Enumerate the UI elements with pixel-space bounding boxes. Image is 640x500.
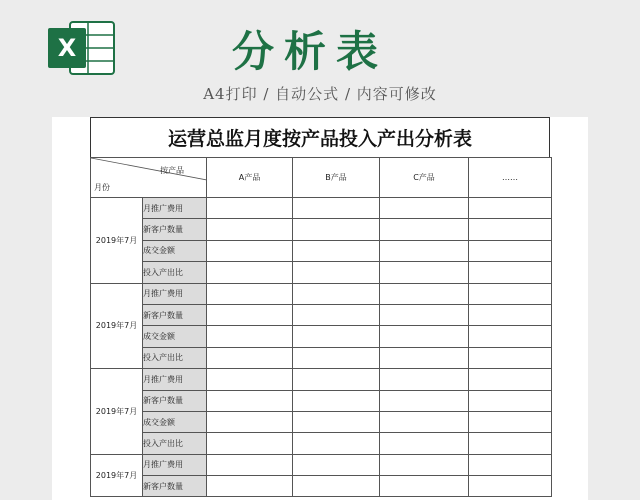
table-row [91,454,552,475]
data-cell[interactable] [469,433,552,454]
corner-label-product: 按产品 [160,166,184,175]
metric-label-cell: 成交金额 [143,326,207,347]
metric-label-cell: 新客户数量 [143,390,207,411]
metric-label-cell: 月推广费用 [143,283,207,304]
data-cell[interactable] [293,347,380,368]
data-cell[interactable] [207,347,293,368]
table-row [91,262,552,283]
page-title: 分析表 [232,27,389,76]
data-cell[interactable] [380,476,469,497]
data-cell[interactable] [380,454,469,475]
table-row [91,198,552,219]
data-cell[interactable] [469,326,552,347]
data-cell[interactable] [469,219,552,240]
data-cell[interactable] [380,369,469,390]
table-row [91,347,552,368]
data-cell[interactable] [207,454,293,475]
data-cell[interactable] [207,326,293,347]
column-header-b: B产品 [293,158,380,198]
header [0,0,640,115]
metric-label-cell: 新客户数量 [143,304,207,325]
svg-text:X: X [57,34,77,62]
column-header-a: A产品 [207,158,293,198]
data-cell[interactable] [380,390,469,411]
data-cell[interactable] [469,454,552,475]
metric-label-cell: 月推广费用 [143,198,207,219]
data-cell[interactable] [207,219,293,240]
metric-label-cell: 月推广费用 [143,454,207,475]
metric-label-cell: 新客户数量 [143,219,207,240]
table-header-row [91,158,552,198]
table-row [91,304,552,325]
data-cell[interactable] [380,433,469,454]
month-cell: 2019年7月 [91,198,143,284]
data-cell[interactable] [207,198,293,219]
data-cell[interactable] [293,476,380,497]
excel-logo-icon [48,20,116,76]
data-cell[interactable] [469,283,552,304]
corner-label-month: 月份 [94,183,110,192]
data-cell[interactable] [469,240,552,261]
analysis-table [90,157,552,497]
table-row [91,433,552,454]
metric-label-cell: 投入产出比 [143,347,207,368]
data-cell[interactable] [207,390,293,411]
data-cell[interactable] [293,411,380,432]
data-cell[interactable] [380,411,469,432]
data-cell[interactable] [469,198,552,219]
data-cell[interactable] [207,304,293,325]
month-cell: 2019年7月 [91,369,143,455]
column-header-c: C产品 [380,158,469,198]
month-cell: 2019年7月 [91,454,143,497]
document-title: 运营总监月度按产品投入产出分析表 [90,117,550,157]
metric-label-cell: 成交金额 [143,240,207,261]
data-cell[interactable] [469,411,552,432]
data-cell[interactable] [469,347,552,368]
data-cell[interactable] [207,262,293,283]
data-cell[interactable] [293,304,380,325]
data-cell[interactable] [293,198,380,219]
data-cell[interactable] [380,240,469,261]
data-cell[interactable] [380,198,469,219]
data-cell[interactable] [207,433,293,454]
data-cell[interactable] [207,283,293,304]
metric-label-cell: 新客户数量 [143,476,207,497]
spreadsheet-paper [52,117,588,500]
data-cell[interactable] [293,390,380,411]
data-cell[interactable] [293,326,380,347]
table-corner-cell [91,158,207,198]
data-cell[interactable] [469,390,552,411]
data-cell[interactable] [380,347,469,368]
table-row [91,219,552,240]
metric-label-cell: 月推广费用 [143,369,207,390]
data-cell[interactable] [469,304,552,325]
table-row [91,411,552,432]
page-subtitle: A4打印 / 自动公式 / 内容可修改 [203,85,437,103]
data-cell[interactable] [293,283,380,304]
data-cell[interactable] [380,326,469,347]
data-cell[interactable] [380,219,469,240]
data-cell[interactable] [380,304,469,325]
data-cell[interactable] [293,454,380,475]
metric-label-cell: 投入产出比 [143,433,207,454]
table-row [91,390,552,411]
data-cell[interactable] [207,240,293,261]
table-row [91,476,552,497]
data-cell[interactable] [380,262,469,283]
table-row [91,283,552,304]
data-cell[interactable] [293,240,380,261]
table-row [91,326,552,347]
data-cell[interactable] [293,262,380,283]
metric-label-cell: 成交金额 [143,411,207,432]
data-cell[interactable] [207,476,293,497]
data-cell[interactable] [293,219,380,240]
data-cell[interactable] [469,476,552,497]
data-cell[interactable] [207,411,293,432]
data-cell[interactable] [469,369,552,390]
data-cell[interactable] [380,283,469,304]
metric-label-cell: 投入产出比 [143,262,207,283]
data-cell[interactable] [293,369,380,390]
data-cell[interactable] [293,433,380,454]
table-row [91,240,552,261]
month-cell: 2019年7月 [91,283,143,369]
column-header-more: …… [469,158,552,198]
table-row [91,369,552,390]
data-cell[interactable] [207,369,293,390]
data-cell[interactable] [469,262,552,283]
